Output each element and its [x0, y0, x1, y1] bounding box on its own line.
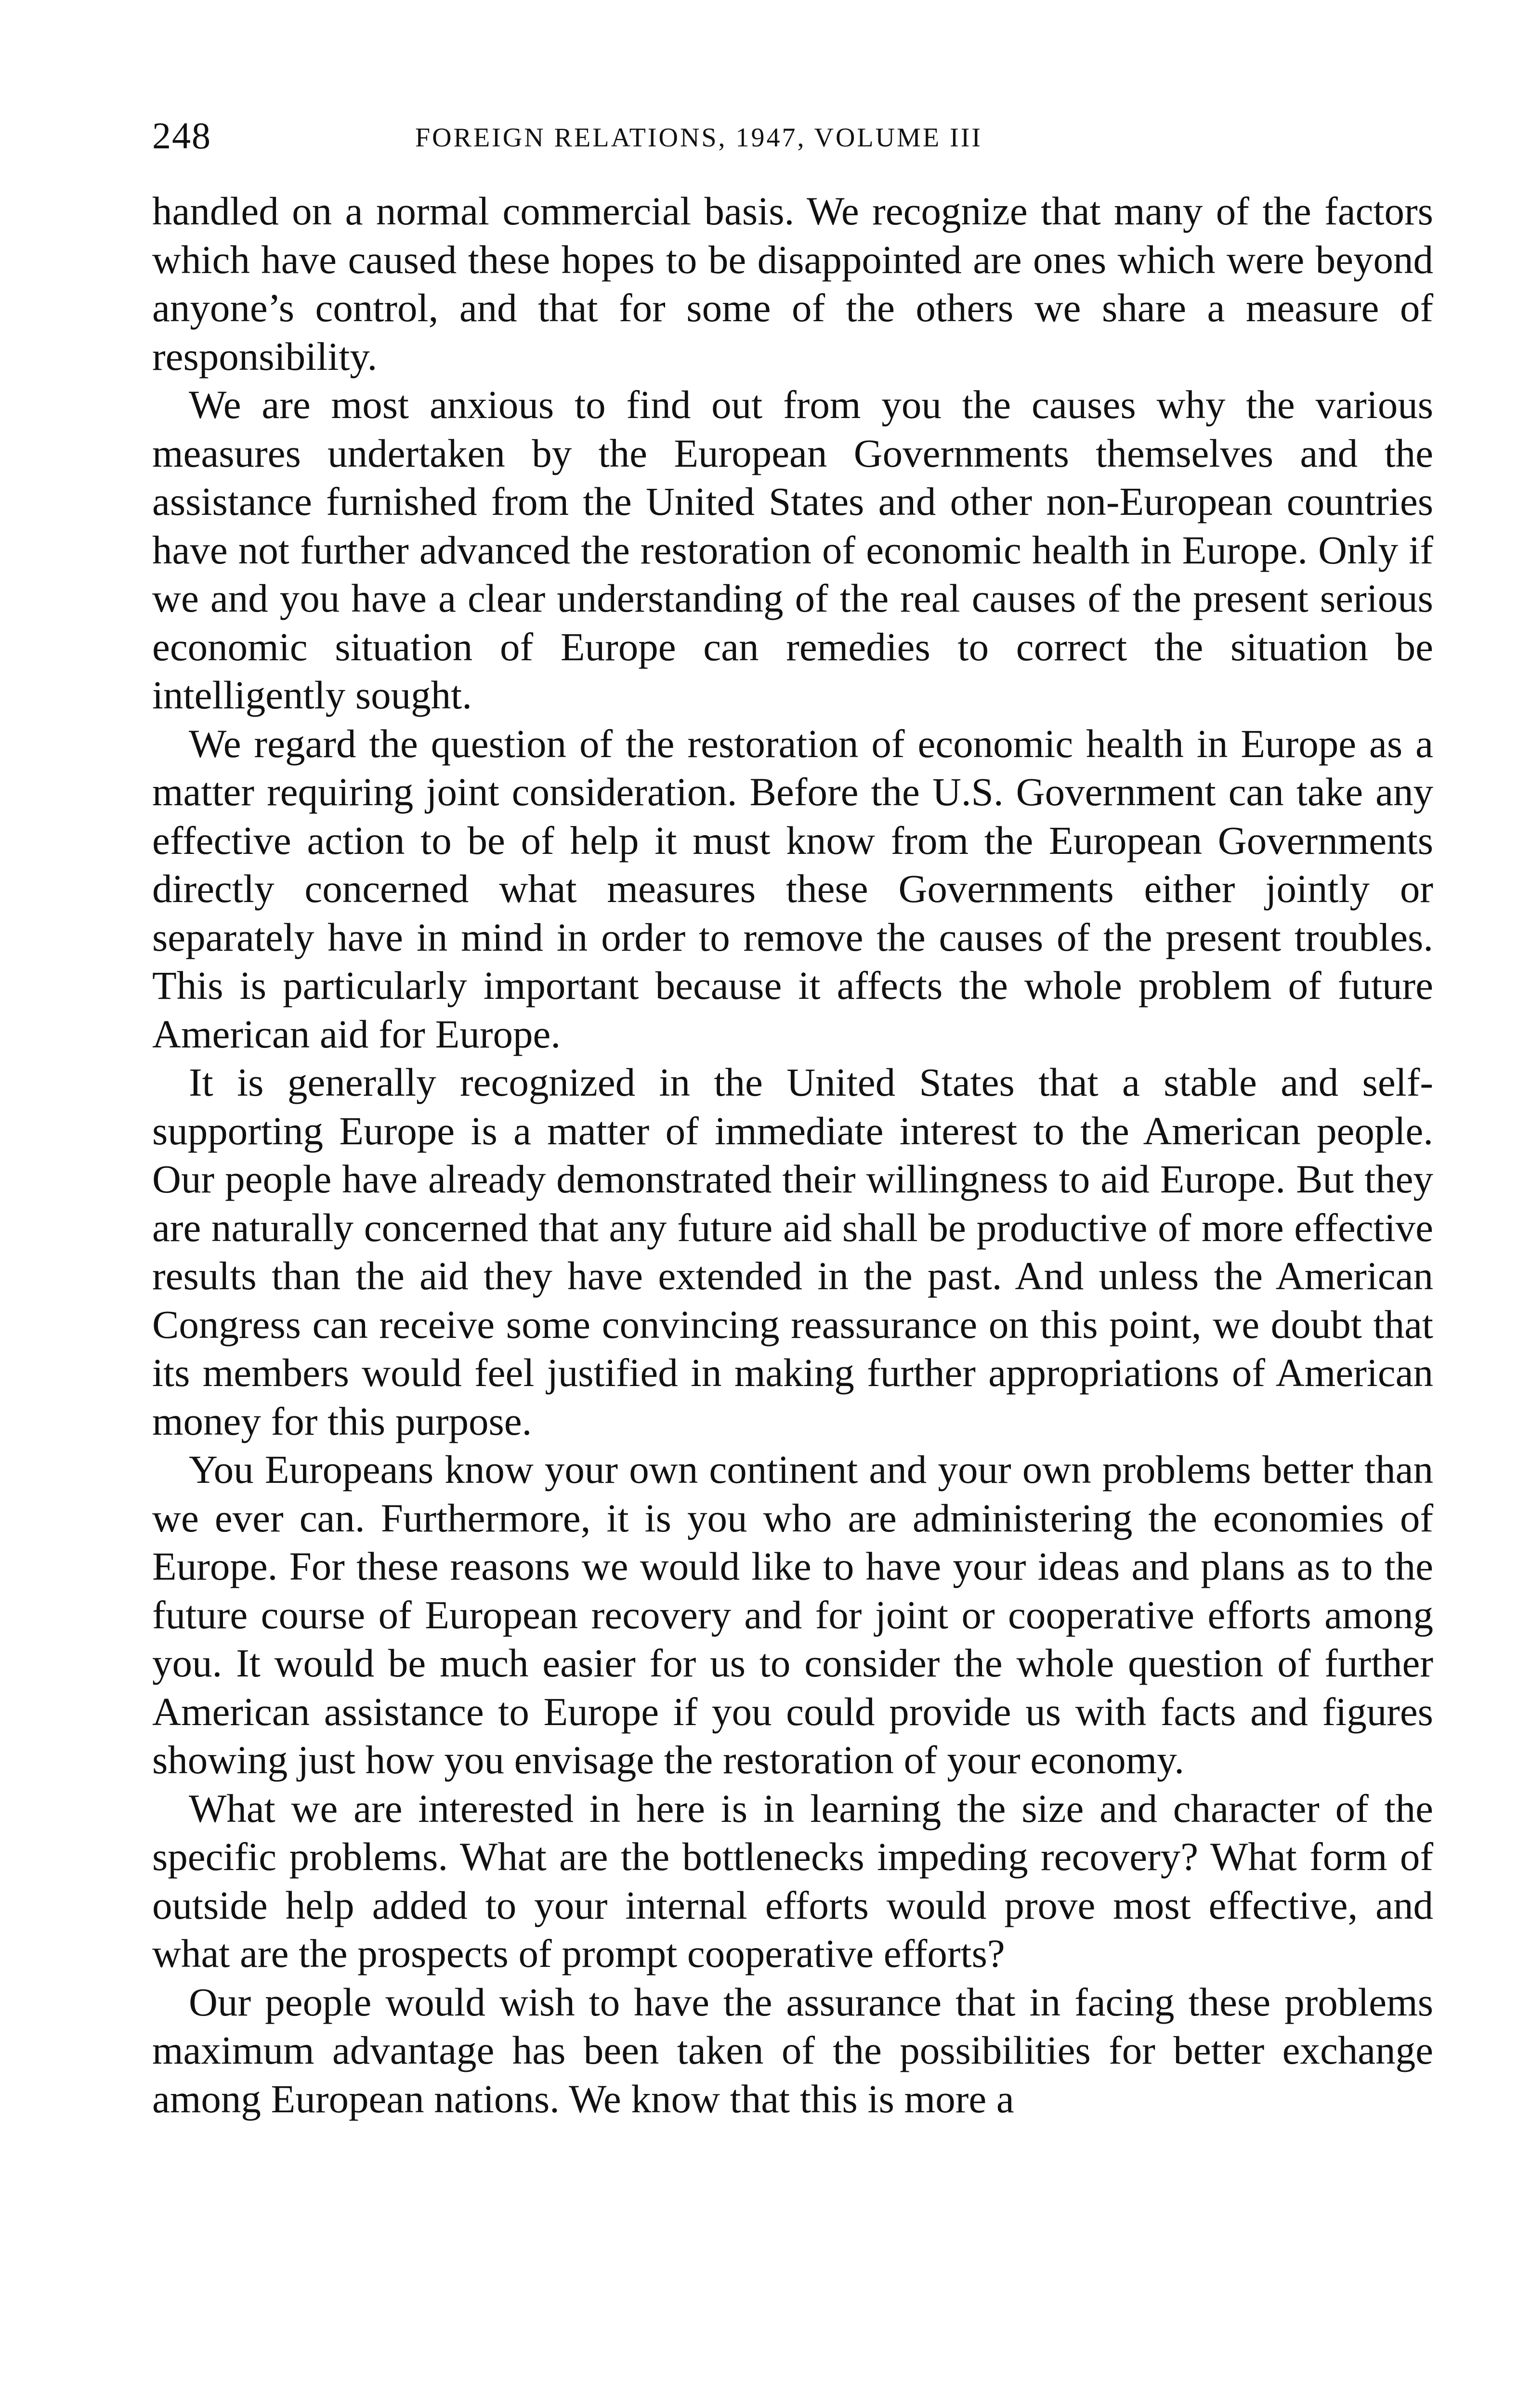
paragraph: Our people would wish to have the assurance that in facing these problems maximum advantage has been taken of the possibilities for better exchange among European nations. We know that this is more a	[152, 1979, 1433, 2121]
page-number: 248	[152, 115, 211, 157]
paragraph-continued: handled on a normal commercial basis. We recognize that many of the factors which have caused these hopes to be disappointed are ones which were beyond anyone’s control, and that for some of the others we share a measure of responsibility.	[152, 189, 1433, 379]
paragraph: We are most anxious to find out from you the causes why the various measures undertaken by the European Governments themselves and the assistance furnished from the United States and other non-European countries have not further advanced the restoration of economic health in Europe. Only if we and you have a clear understanding of the real causes of the present serious economic situation of Europe can remedies to correct the situation be intelligently sought.	[152, 382, 1433, 717]
paragraph: What we are interested in here is in learning the size and character of the specific problems. What are the bottlenecks impeding recovery? What form of outside help added to your internal efforts would prove most effective, and what are the prospects of prompt cooperative efforts?	[152, 1786, 1433, 1976]
running-title: FOREIGN RELATIONS, 1947, VOLUME III	[415, 123, 983, 153]
paragraph: It is generally recognized in the United States that a stable and self-supporting Europe is a matter of immediate interest to the American people. Our people have already demonstrated their willingness to aid Europe. But they are naturally concerned that any future aid shall be productive of more effective results than the aid they have extended in the past. And unless the American Congress can receive some convincing reassurance on this point, we doubt that its members would feel justified in making further appropriations of American money for this purpose.	[152, 1060, 1433, 1443]
body-text	[152, 187, 1433, 2123]
paragraph: We regard the question of the restoration of economic health in Europe as a matter requiring joint consideration. Before the U.S. Government can take any effective action to be of help it must know from the European Governments directly concerned what measures these Governments either jointly or separately have in mind in order to remove the causes of the present troubles. This is particularly important because it affects the whole problem of future American aid for Europe.	[152, 721, 1433, 1056]
running-header	[152, 107, 1433, 165]
paragraph: You Europeans know your own continent and your own problems better than we ever can. Furthermore, it is you who are administering the economies of Europe. For these reasons we would like to have your ideas and plans as to the future course of European recovery and for joint or cooperative efforts among you. It would be much easier for us to consider the whole question of further American assistance to Europe if you could provide us with facts and figures showing just how you envisage the restoration of your economy.	[152, 1447, 1433, 1782]
